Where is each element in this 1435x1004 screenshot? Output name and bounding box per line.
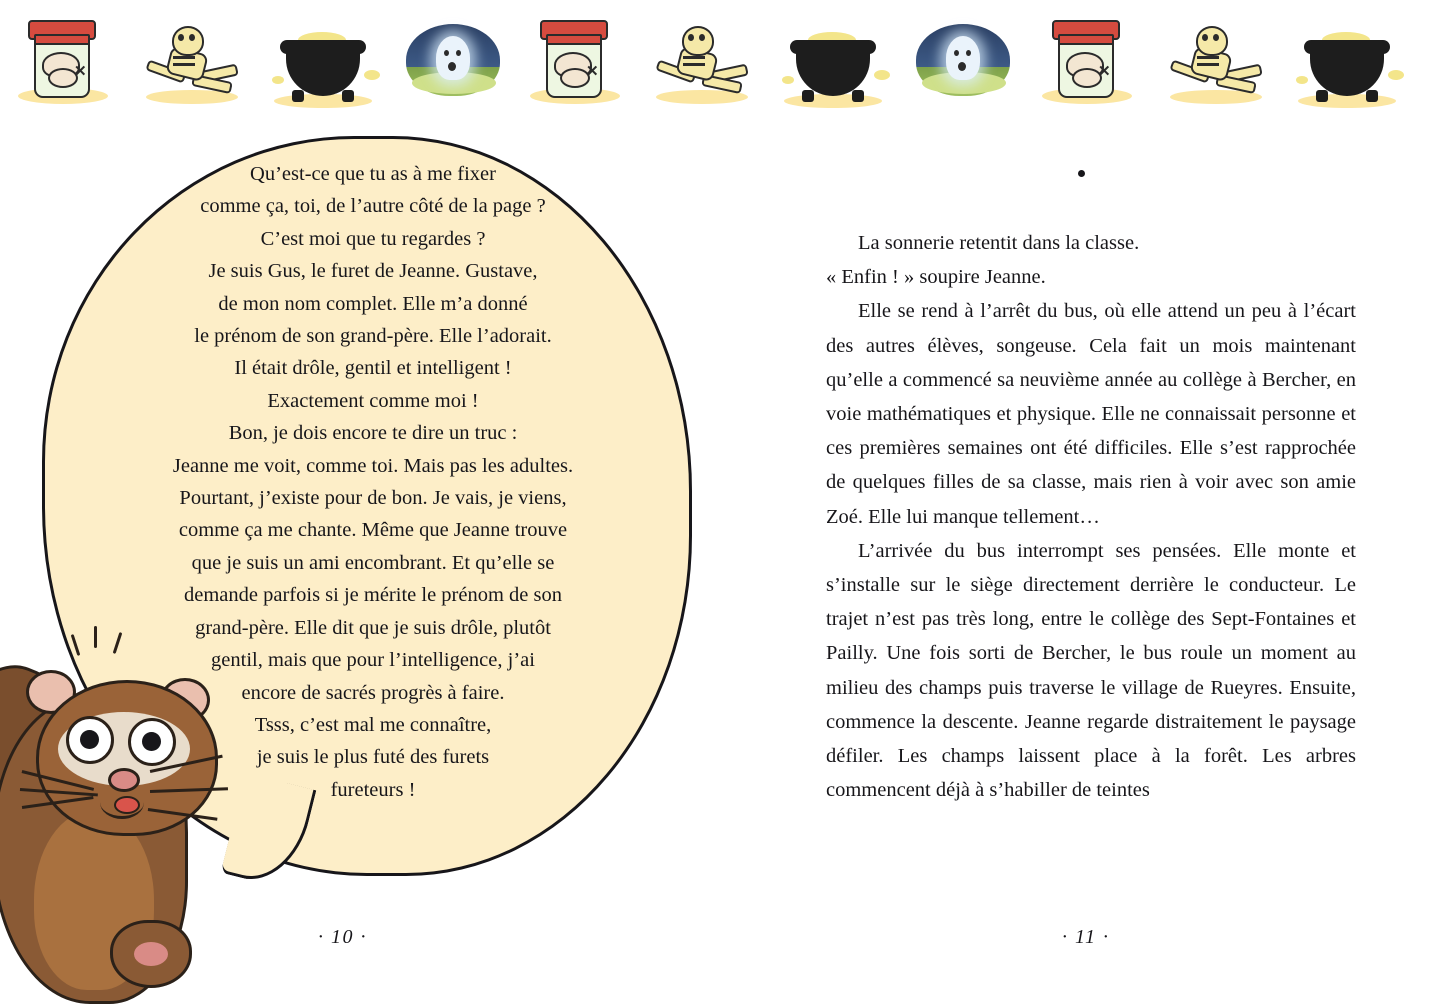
- paragraph: Elle se rend à l’arrêt du bus, où elle attend un peu à l’écart des autres élèves, songeuse. Cela fait un mois maintenant qu’elle a commencé sa neuvième année au collège à Bercher, en voie mathématiques et physique. Elle ne connaissait personne et ces premières semaines ont été difficiles. Elle s’est rapprochée de quelques filles de sa classe, mais rien à voir avec son amie Zoé. Elle lui manque tellement…: [826, 300, 1356, 528]
- page-number-left: · 10 ·: [318, 926, 367, 948]
- ferret-tongue: [114, 796, 140, 814]
- ferret-illustration: [0, 620, 282, 1000]
- skeleton-icon: [138, 10, 248, 110]
- speech-line: fureteurs !: [330, 778, 416, 801]
- ferret-pupil-left: [80, 730, 99, 749]
- ghost-icon: [908, 10, 1018, 110]
- paragraph: La sonnerie retentit dans la classe.: [858, 232, 1140, 254]
- speech-line: comme ça me chante. Même que Jeanne trouve: [178, 519, 568, 542]
- page-number-right: · 11 ·: [1062, 926, 1110, 948]
- ghost-icon: [398, 10, 508, 110]
- speech-line: encore de sacrés progrès à faire.: [241, 681, 505, 704]
- speech-line: Qu’est-ce que tu as à me fixer: [250, 163, 496, 185]
- speech-line: Bon, je dois encore te dire un truc :: [228, 422, 518, 445]
- ferret-paw-pad: [134, 942, 168, 966]
- cauldron-icon: [778, 10, 888, 110]
- speech-line: Exactement comme moi !: [267, 389, 479, 412]
- speech-line: de mon nom complet. Elle m’a donné: [218, 292, 528, 315]
- decorative-border: [0, 0, 1435, 118]
- ferret-spark: [113, 632, 123, 654]
- paragraph: « Enfin ! » soupire Jeanne.: [826, 266, 1046, 289]
- worm-jar-icon: ✕: [8, 10, 118, 110]
- worm-jar-icon: ✕: [520, 10, 630, 110]
- speech-line: Jeanne me voit, comme toi. Mais pas les adultes.: [172, 454, 574, 477]
- speech-line: Pourtant, j’existe pour de bon. Je vais, je viens,: [179, 487, 567, 510]
- ferret-spark: [71, 634, 81, 656]
- speech-line: gentil, mais que pour l’intelligence, j’ai: [211, 649, 535, 672]
- speech-line: je suis le plus futé des furets: [256, 746, 490, 769]
- body-text-column: [826, 226, 1356, 807]
- skeleton-icon: [1162, 10, 1272, 110]
- speech-line: demande parfois si je mérite le prénom de son: [184, 584, 562, 607]
- speech-line: Il était drôle, gentil et intelligent !: [234, 357, 512, 380]
- speech-line: Tsss, c’est mal me connaître,: [254, 713, 492, 736]
- speech-line: que je suis un ami encombrant. Et qu’elle se: [191, 551, 555, 574]
- speech-line: comme ça, toi, de l’autre côté de la page ?: [200, 195, 546, 218]
- ferret-pupil-right: [142, 732, 161, 751]
- ferret-spark: [94, 626, 97, 648]
- speech-line: le prénom de son grand-père. Elle l’adorait.: [194, 325, 552, 348]
- speech-line: Je suis Gus, le furet de Jeanne. Gustave,: [208, 260, 538, 283]
- speech-line: C’est moi que tu regardes ?: [260, 227, 486, 250]
- skeleton-icon: [648, 10, 758, 110]
- speech-line: grand-père. Elle dit que je suis drôle, plutôt: [195, 616, 551, 639]
- section-bullet: [1078, 170, 1085, 177]
- paragraph: L’arrivée du bus interrompt ses pensées. Elle monte et s’installe sur le siège directement derrière le conducteur. Le trajet n’est pas très long, entre le collège des Sept-Fontaines et Pailly. Une fois sorti de Bercher, le bus roule un moment au milieu des champs puis traverse le village de Rueyres. Ensuite, commence la descente. Jeanne regarde distraitement le paysage défiler. Les champs laissent place à la forêt. Les arbres commencent déjà à s’habiller de teintes: [826, 539, 1356, 802]
- cauldron-icon: [268, 10, 378, 110]
- worm-jar-icon: ✕: [1032, 10, 1142, 110]
- cauldron-icon: [1292, 10, 1402, 110]
